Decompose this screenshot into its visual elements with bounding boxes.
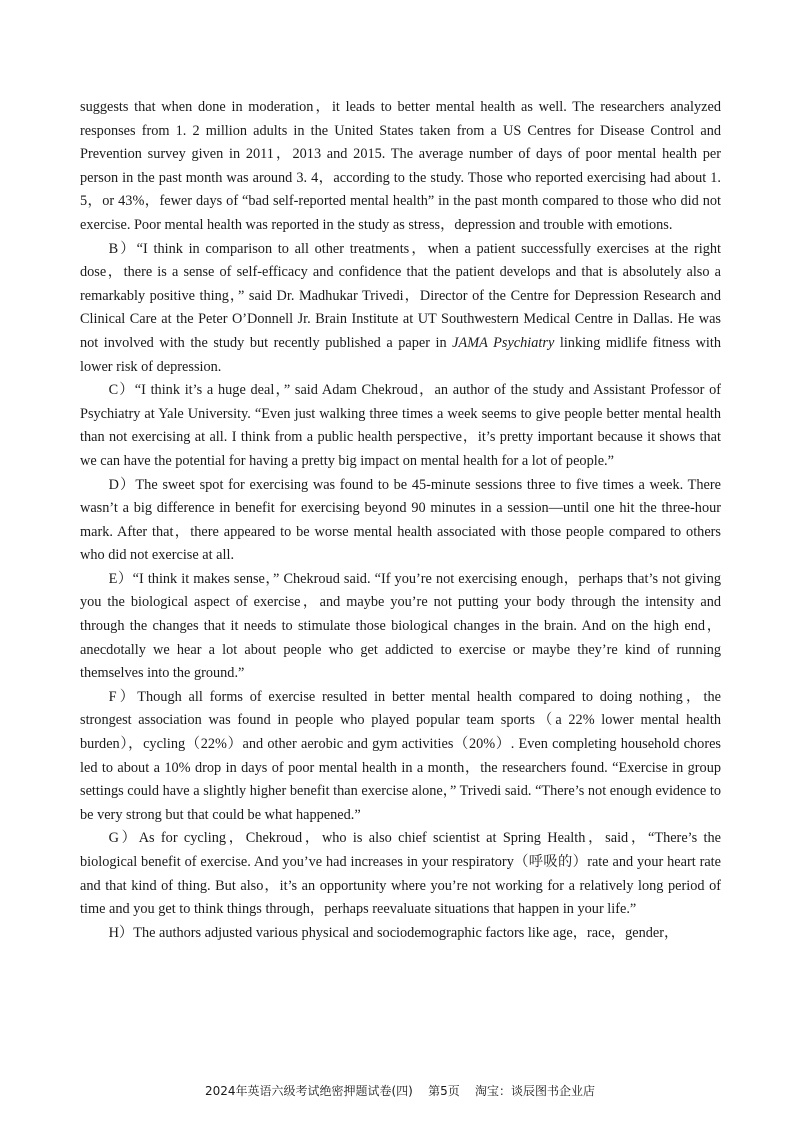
page-footer — [0, 1083, 800, 1099]
paragraph-e: E）“I think it makes sense，” Chekroud said. “If you’re not exercising enough，perhaps that’s not giving you the biological aspect of exercise，and maybe you’re not putting your body through the intensity and through the changes that it needs to stimulate those biological changes in the brain. And on the high end，anecdotally we hear a lot about people who get addicted to exercise or maybe they’re kind of running themselves into the ground.” — [80, 570, 721, 682]
paragraph-intro: suggests that when done in moderation，it leads to better mental health as well. The researchers analyzed responses from 1. 2 million adults in the United States taken from a US Centres for Disease Control and Prevention survey given in 2011，2013 and 2015. The average number of days of poor mental health per person in the past month was around 3. 4，according to the study. Those who reported exercising had about 1. 5，or 43%，fewer days of “bad self-reported mental health” in the past month compared to those who did not exercise. Poor mental health was reported in the study as stress，depression and trouble with emotions. — [80, 99, 721, 233]
paragraph-b — [80, 238, 721, 380]
paragraph-c: C）“I think it’s a huge deal，” said Adam Chekroud，an author of the study and Assistant Professor of Psychiatry at Yale University. “Even just walking three times a week seems to give people better mental health than not exercising at all. I think from a public health perspective，it’s pretty important because it shows that we can have the potential for having a pretty big impact on mental health for a lot of people.” — [80, 382, 721, 469]
document-body — [80, 96, 721, 945]
footer-shop: 淘宝：谈辰图书企业店 — [475, 1084, 596, 1098]
paragraph-g: G）As for cycling，Chekroud，who is also chief scientist at Spring Health，said，“There’s the biological benefit of exercise. And you’ve had increases in your respiratory（呼吸的）rate and your heart rate and that kind of thing. But also，it’s an opportunity where you’re not working for a relatively long period of time and you get to think things through，perhaps reevaluate situations that happen in your life.” — [80, 830, 721, 918]
journal-title: JAMA Psychiatry — [452, 334, 555, 351]
footer-page-number: 第5页 — [428, 1084, 460, 1098]
paragraph-b-text-after: linking midlife fitness with lower risk of depression. — [80, 334, 721, 375]
footer-title: 2024年英语六级考试绝密押题试卷(四) — [204, 1084, 413, 1098]
paragraph-h: H）The authors adjusted various physical and sociodemographic factors like age，race，gender， — [108, 924, 679, 941]
paragraph-d: D）The sweet spot for exercising was found to be 45-minute sessions three to five times a week. There wasn’t a big difference in benefit for exercising beyond 90 minutes in a session—until one hit the three-hour mark. After that，there appeared to be worse mental health associated with those people compared to others who did not exercise at all. — [80, 476, 721, 564]
paragraph-b-text: B）“I think in comparison to all other treatments，when a patient successfully exercises at the right dose，there is a sense of self-efficacy and confidence that the patient develops and that is absolutely also a remarkably positive thing，” said Dr. Madhukar Trivedi，Director of the Centre for Depression Research and Clinical Care at the Peter O’Donnell Jr. Brain Institute at UT Southwestern Medical Centre in Dallas. He was not involved with the study but recently published a paper in — [80, 240, 721, 351]
paragraph-f: F）Though all forms of exercise resulted in better mental health compared to doing nothing，the strongest association was found in people who played popular team sports（a 22% lower mental health burden），cycling（22%）and other aerobic and gym activities（20%）. Even completing household chores led to about a 10% drop in days of poor mental health in a month，the researchers found. “Exercise in group settings could have a slightly higher benefit than exercise alone，” Trivedi said. “There’s not enough evidence to be very strong but that could be what happened.” — [80, 688, 721, 823]
